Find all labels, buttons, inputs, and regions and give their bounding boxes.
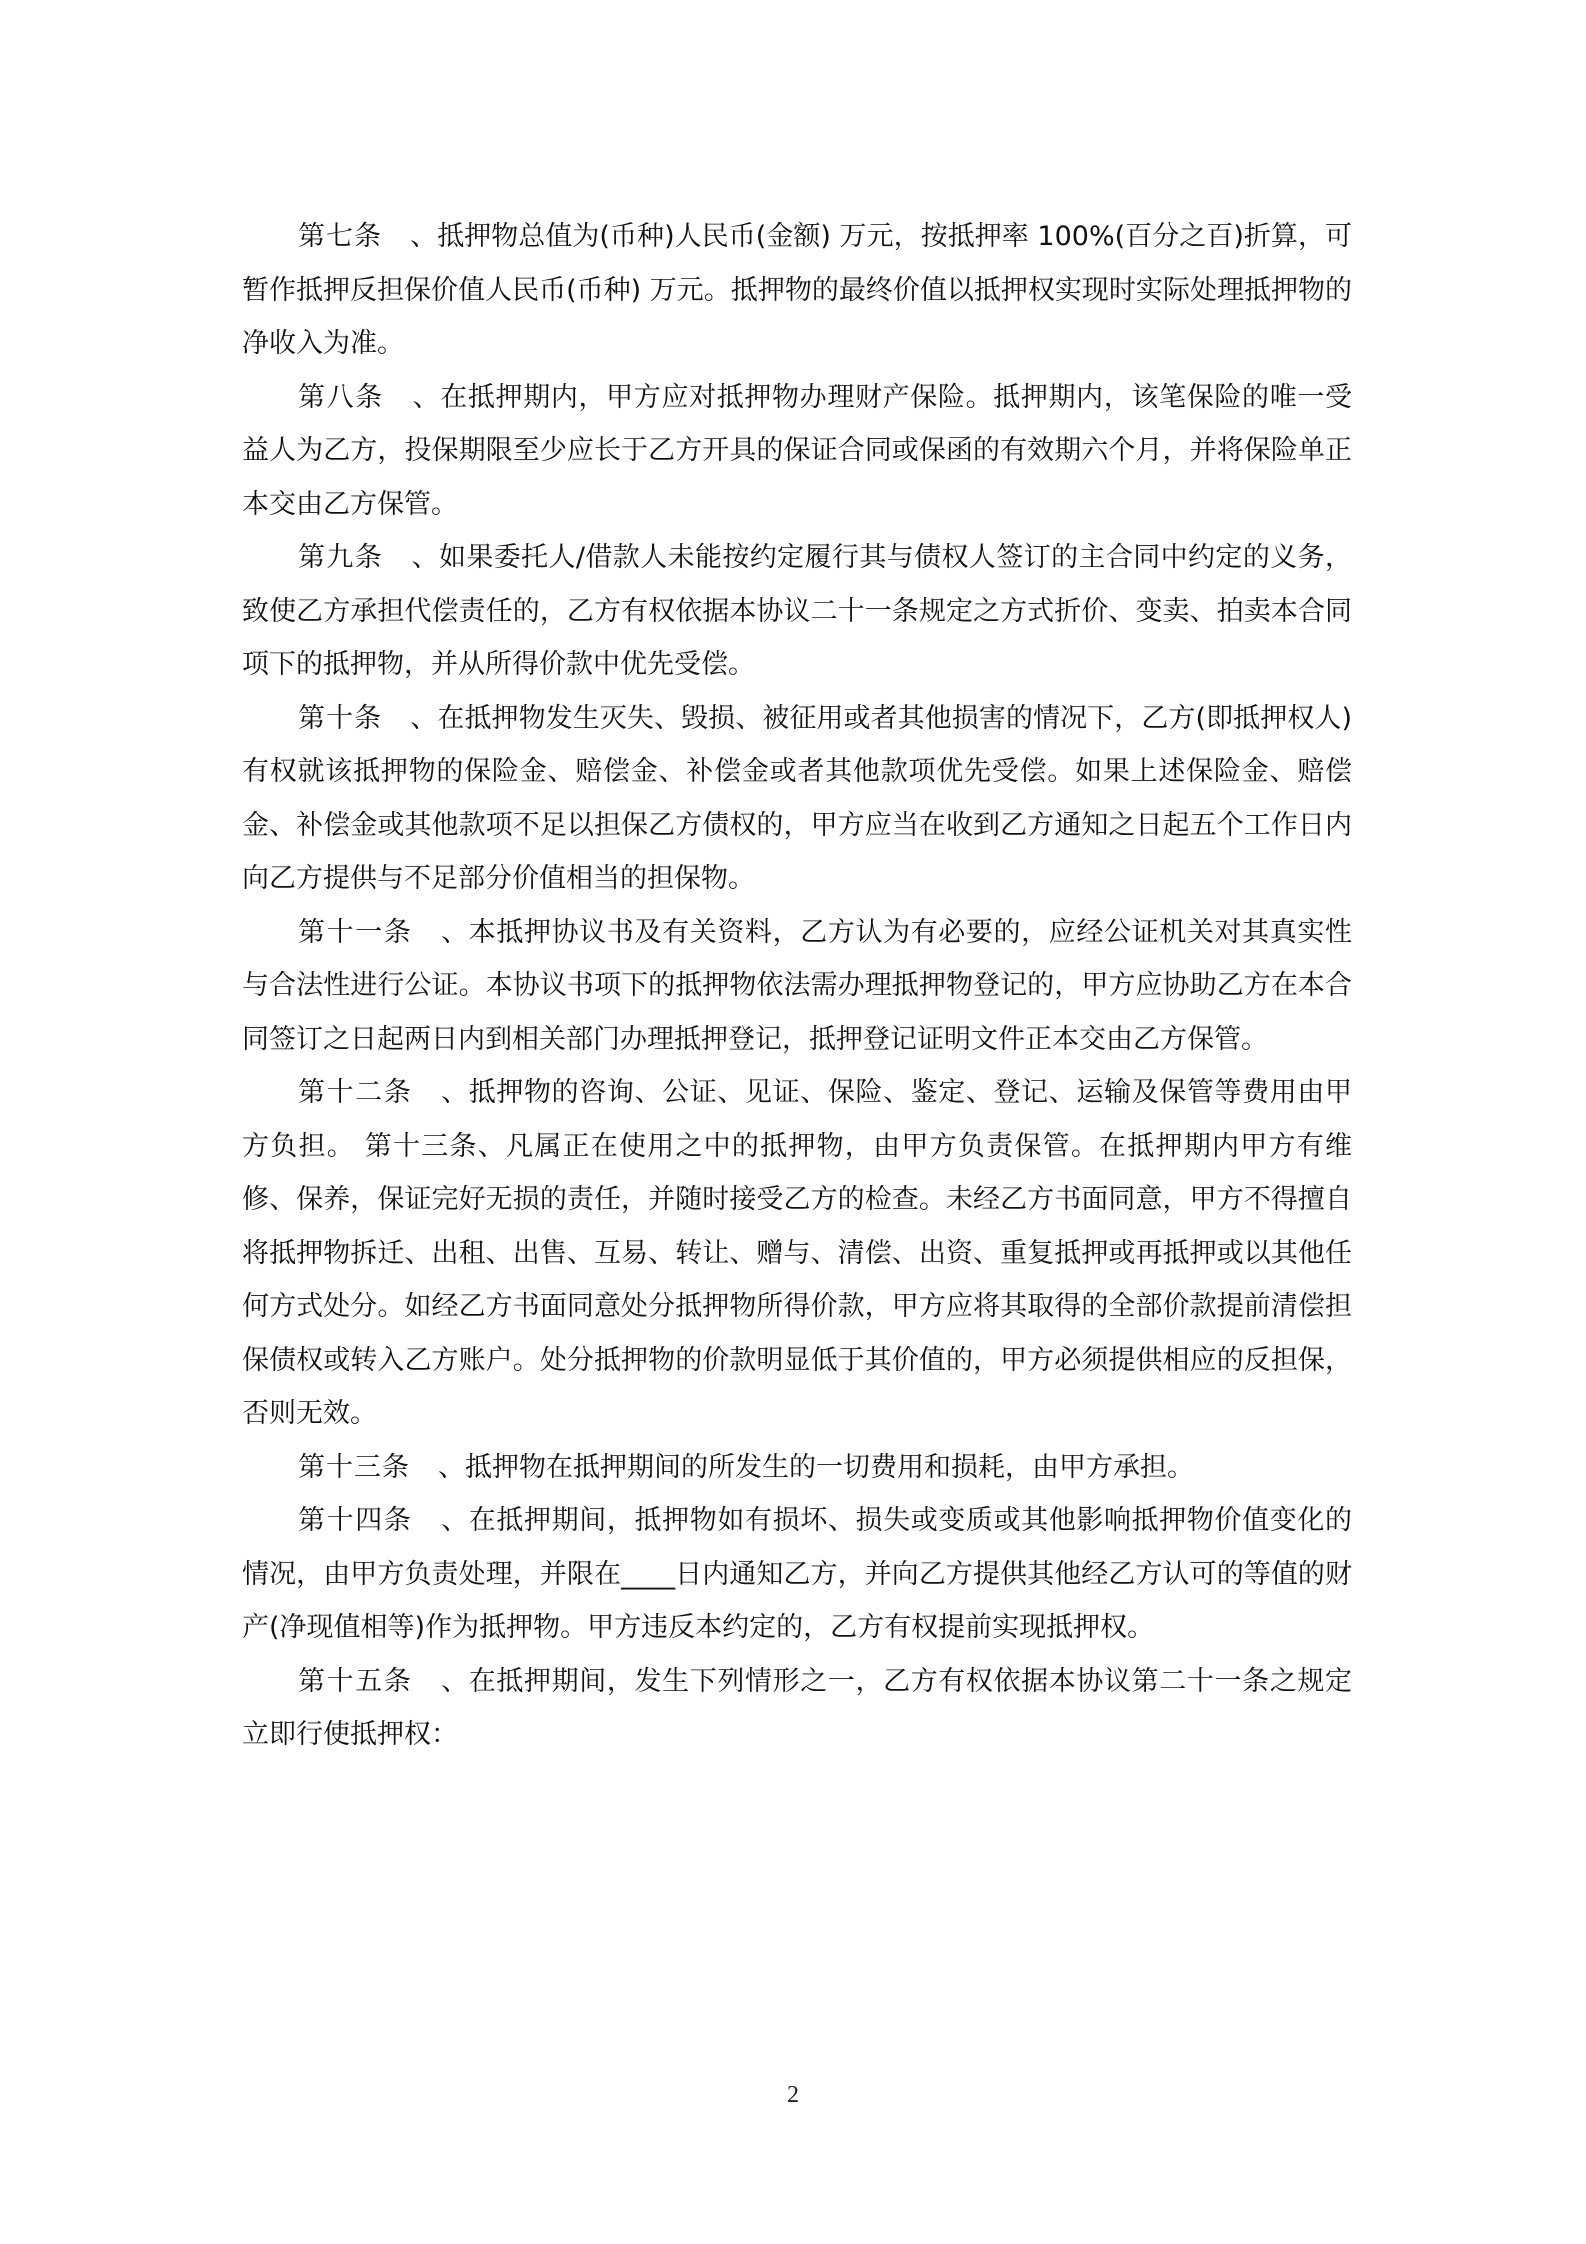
clause-text: 、在抵押期间，发生下列情形之一，乙方有权依据本协议第二十一条之规定立即行使抵押权： [242,1665,1353,1750]
clause-9 [242,531,1352,692]
clauses-body [242,210,1352,1762]
clause-12 [242,1066,1352,1441]
clause-text: 、抵押物的咨询、公证、见证、保险、鉴定、登记、运输及保管等费用由甲方负担。 第十三条、凡属正在使用之中的抵押物，由甲方负责保管。在抵押期内甲方有维修、保养，保证完好无损的责任，并随时接受乙方的检查。未经乙方书面同意，甲方不得擅自将抵押物拆迁、出租、出售、互易、转让、赠与、清偿、出资、重复抵押或再抵押或以其他任何方式处分。如经乙方书面同意处分抵押物所得价款，甲方应将其取得的全部价款提前清偿担保债权或转入乙方账户。处分抵押物的价款明显低于其价值的，甲方必须提供相应的反担保，否则无效。 [242,1077,1353,1429]
clause-number: 第十四条 [298,1505,413,1536]
clause-text: 、在抵押期间，抵押物如有损坏、损失或变质或其他影响抵押物价值变化的情况，由甲方负责处理，并限在____日内通知乙方，并向乙方提供其他经乙方认可的等值的财产(净现值相等)作为抵押物。甲方违反本约定的，乙方有权提前实现抵押权。 [242,1505,1353,1643]
clause-number: 第十三条 [298,1451,410,1483]
clause-text: 、在抵押期内，甲方应对抵押物办理财产保险。抵押期内，该笔保险的唯一受益人为乙方，投保期限至少应长于乙方开具的保证合同或保函的有效期六个月，并将保险单正本交由乙方保管。 [242,381,1353,520]
clause-text: 、在抵押物发生灭失、毁损、被征用或者其他损害的情况下，乙方(即抵押权人)有权就该抵押物的保险金、赔偿金、补偿金或者其他款项优先受偿。如果上述保险金、赔偿金、补偿金或其他款项不足以担保乙方债权的，甲方应当在收到乙方通知之日起五个工作日内向乙方提供与不足部分价值相当的担保物。 [242,702,1352,894]
clause-15 [242,1655,1352,1762]
clause-text: 、本抵押协议书及有关资料，乙方认为有必要的，应经公证机关对其真实性与合法性进行公证。本协议书项下的抵押物依法需办理抵押物登记的，甲方应协助乙方在本合同签订之日起两日内到相关部门办理抵押登记，抵押登记证明文件正本交由乙方保管。 [242,916,1353,1055]
clause-number: 第十条 [298,702,383,734]
clause-number: 第七条 [298,221,383,252]
clause-number: 第八条 [298,381,384,413]
clause-text: 、抵押物总值为(币种)人民币(金额) 万元，按抵押率 100%(百分之百)折算，可暂作抵押反担保价值人民币(币种) 万元。抵押物的最终价值以抵押权实现时实际处理抵押物的净收入为准。 [242,221,1353,359]
clause-number: 第十二条 [298,1077,413,1108]
clause-number: 第十五条 [298,1665,413,1697]
clause-10 [242,692,1352,906]
clause-8 [242,371,1352,532]
clause-text: 、如果委托人/借款人未能按约定履行其与债权人签订的主合同中约定的义务，致使乙方承担代偿责任的，乙方有权依据本协议二十一条规定之方式折价、变卖、拍卖本合同项下的抵押物，并从所得价款中优先受偿。 [242,542,1352,680]
clause-text: 、抵押物在抵押期间的所发生的一切费用和损耗，由甲方承担。 [438,1451,1194,1483]
clause-14 [242,1494,1352,1655]
clause-number: 第十一条 [298,916,413,948]
clause-number: 第九条 [298,542,384,573]
clause-11 [242,906,1352,1067]
page-number: 2 [787,2082,799,2108]
clause-7 [242,210,1352,371]
clause-13 [242,1441,1352,1495]
